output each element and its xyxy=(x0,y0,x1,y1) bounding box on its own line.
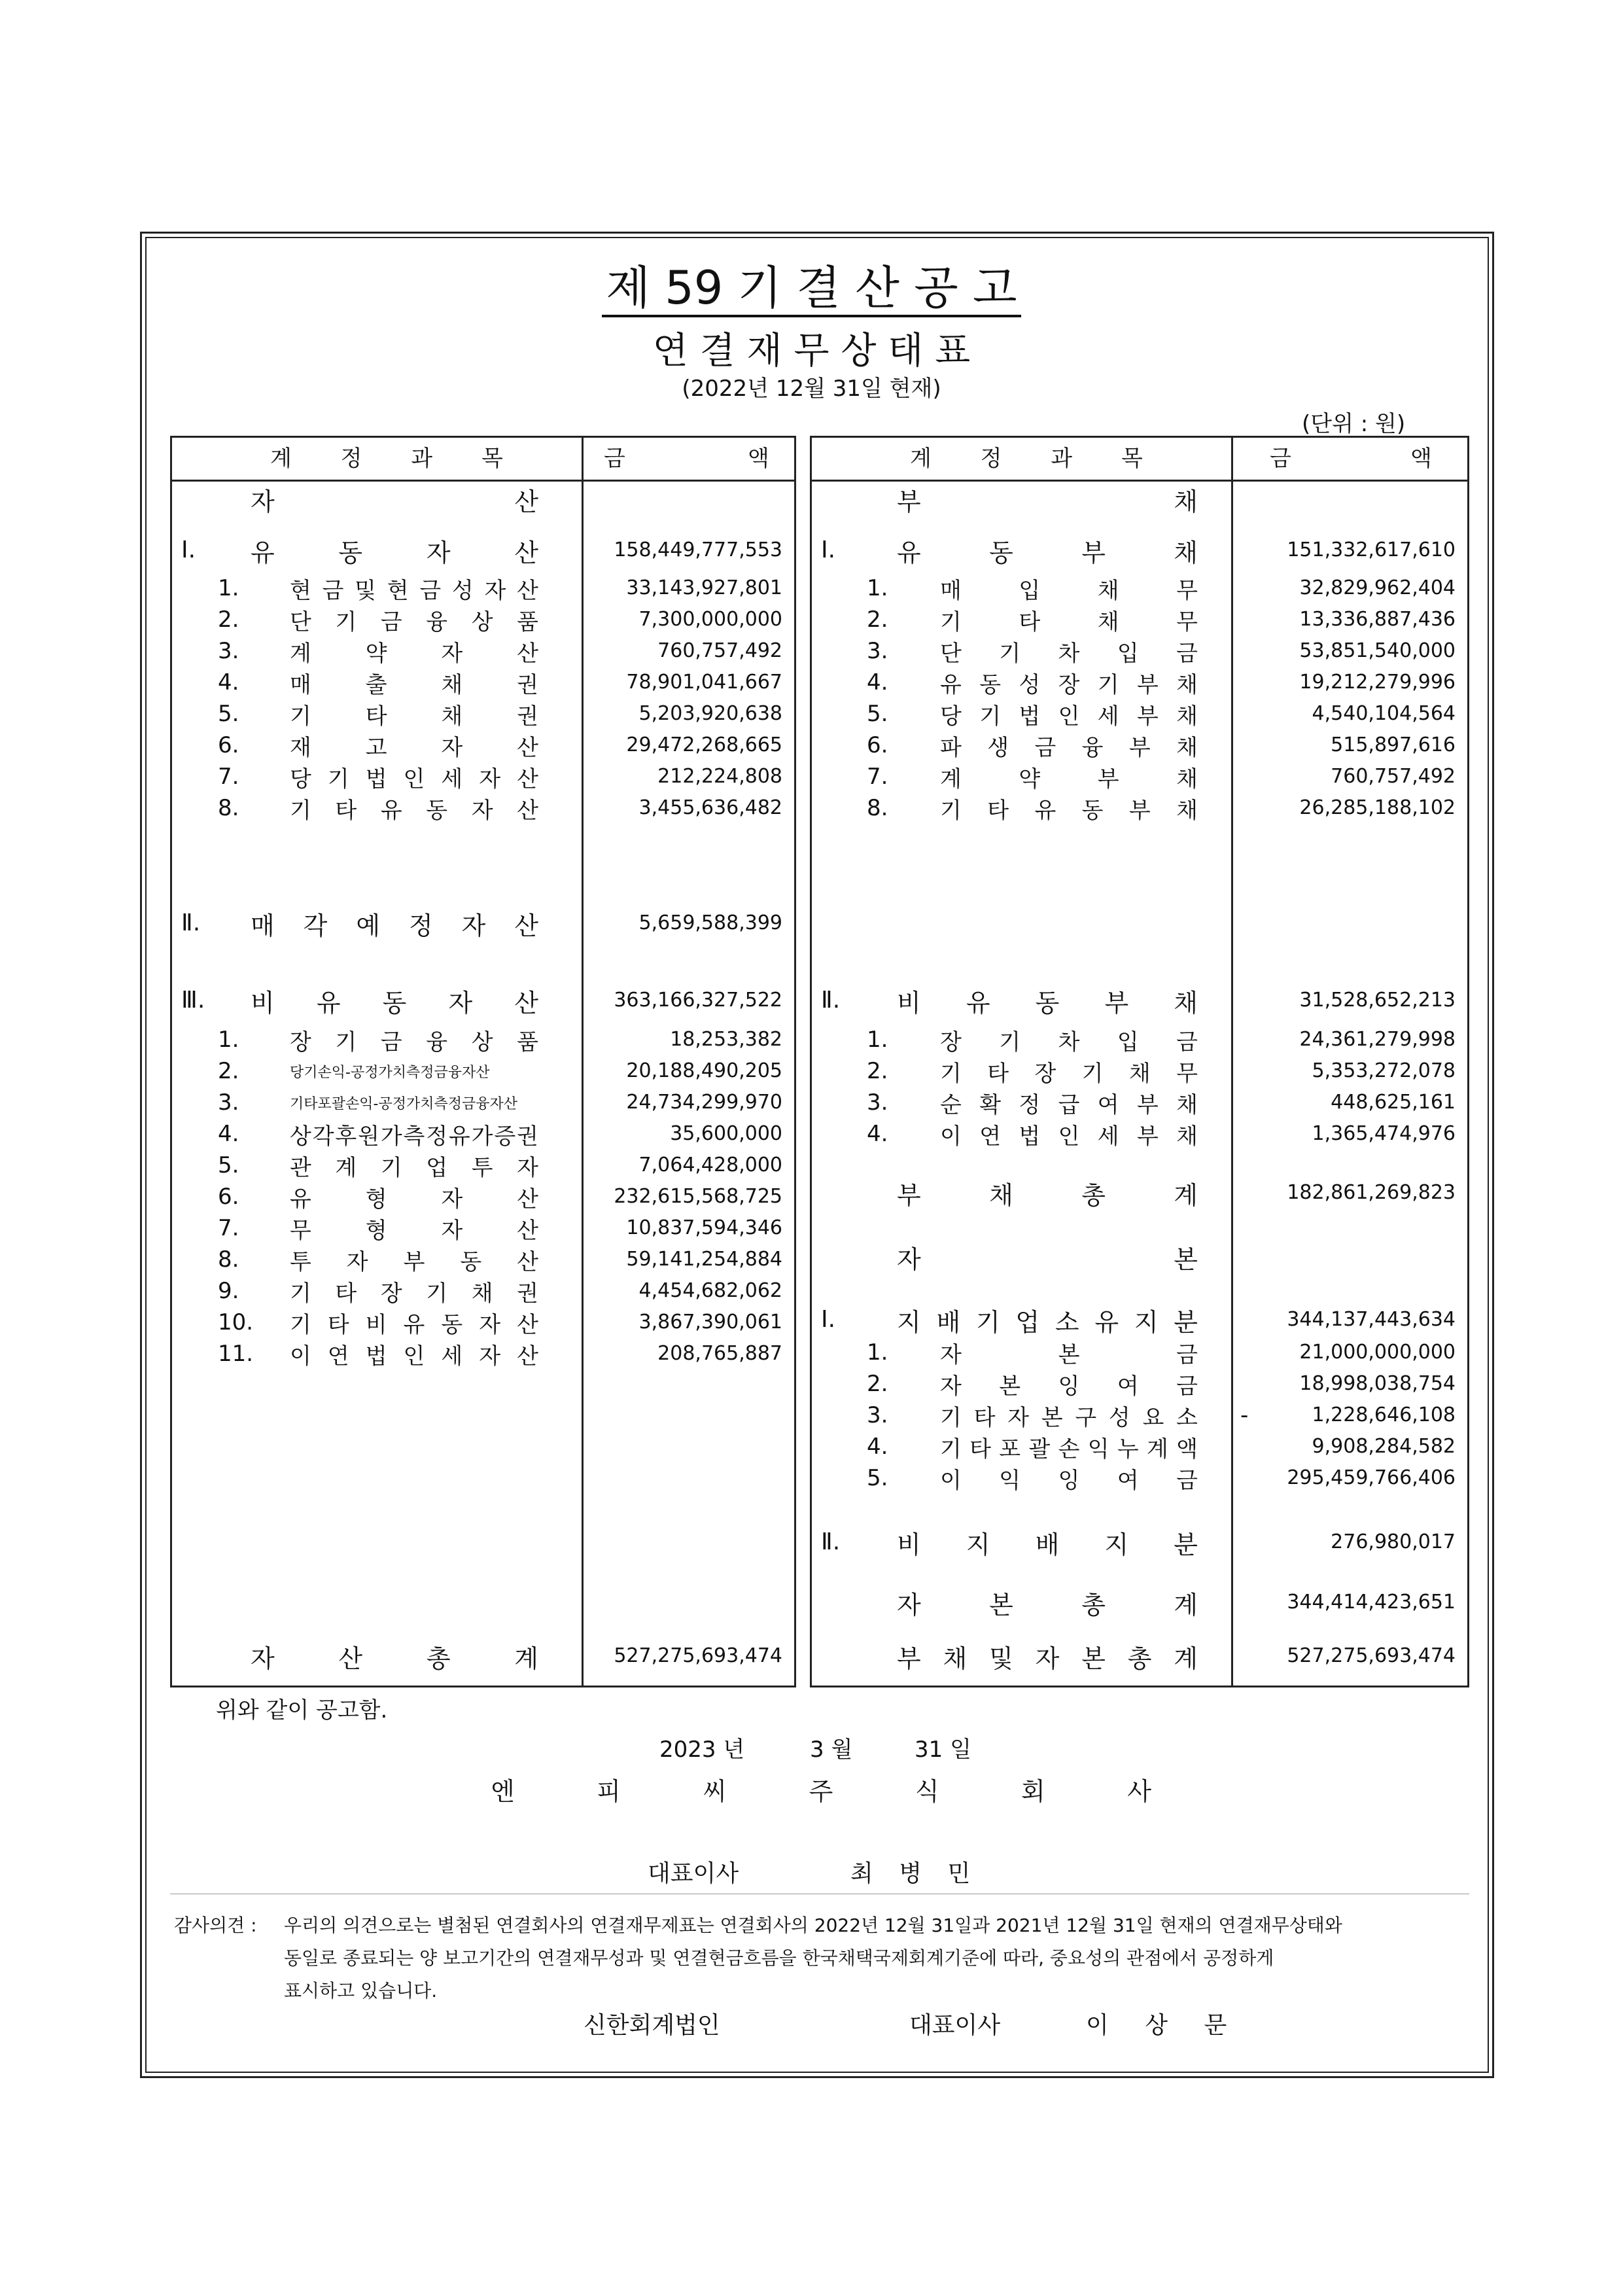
row-label: 자 본 금 xyxy=(940,1341,1198,1368)
row-label: 관 계 기 업 투 자 xyxy=(290,1154,538,1181)
row-amount: 1,228,646,108 xyxy=(1312,1404,1456,1426)
row-number: 7. xyxy=(867,764,888,790)
row-amount: 24,361,279,998 xyxy=(1299,1028,1456,1051)
row-label: 이 익 잉 여 금 xyxy=(940,1467,1198,1494)
row-amount: 151,332,617,610 xyxy=(1287,539,1456,561)
row-label: 유 동 부 채 xyxy=(897,538,1198,567)
row-amount: 35,600,000 xyxy=(670,1122,782,1145)
row-label: 유 동 성 장 기 부 채 xyxy=(940,671,1198,698)
row-amount: 208,765,887 xyxy=(657,1342,782,1365)
row-label: 매 입 채 무 xyxy=(940,577,1198,604)
row-amount: 33,143,927,801 xyxy=(626,576,782,599)
row-amount: 20,188,490,205 xyxy=(626,1059,782,1082)
row-amount: 1,365,474,976 xyxy=(1312,1122,1456,1145)
row-number: 1. xyxy=(867,575,888,601)
row-number: 7. xyxy=(218,764,239,790)
row-label: 현 금 및 현 금 성 자 산 xyxy=(290,577,538,604)
row-number: 4. xyxy=(218,1121,239,1147)
parent-equity-item xyxy=(812,1369,1467,1398)
noncurrent-liability-item xyxy=(812,1057,1467,1086)
liabilities-equity-table xyxy=(810,436,1469,1687)
current-asset-item xyxy=(172,574,794,603)
auditor-name: 신한회계법인 xyxy=(584,2012,720,2039)
row-label: 비 유 동 자 산 xyxy=(251,988,538,1017)
row-label: 부 채 총 계 xyxy=(897,1180,1198,1210)
row-number: 3. xyxy=(867,638,888,664)
row-amount: 295,459,766,406 xyxy=(1287,1466,1456,1489)
row-label: 재 고 자 산 xyxy=(290,734,538,761)
auditor-ceo-name: 이 상 문 xyxy=(1086,2012,1242,2039)
noncurrent-liability-item xyxy=(812,1088,1467,1117)
row-amount: 21,000,000,000 xyxy=(1299,1341,1456,1364)
row-amount: 29,472,268,665 xyxy=(626,733,782,756)
unit-label: (단위 : 원) xyxy=(1302,411,1406,437)
current-asset-item xyxy=(172,637,794,665)
current-liability-item xyxy=(812,699,1467,728)
row-number: 5. xyxy=(867,1465,888,1491)
liabilities-table-header xyxy=(812,438,1467,482)
row-number: 6. xyxy=(218,1184,239,1210)
row-label: 장 기 금 융 상 품 xyxy=(290,1029,538,1055)
notice-date-year: 2023 년 xyxy=(659,1737,745,1763)
current-assets-row xyxy=(172,536,794,565)
total-equity-row xyxy=(812,1588,1467,1617)
row-number: Ⅰ. xyxy=(821,537,836,563)
current-liability-item xyxy=(812,668,1467,697)
row-label: 기 타 채 권 xyxy=(290,703,538,730)
current-liability-item xyxy=(812,637,1467,665)
current-asset-item xyxy=(172,731,794,760)
ceo-name: 최 병 민 xyxy=(850,1860,980,1887)
row-number: 1. xyxy=(867,1027,888,1053)
row-amount: 59,141,254,884 xyxy=(626,1248,782,1271)
row-number: 6. xyxy=(867,732,888,758)
row-number: 2. xyxy=(867,1058,888,1084)
current-asset-item xyxy=(172,668,794,697)
row-label: 기 타 채 무 xyxy=(940,609,1198,635)
assets-table-header xyxy=(172,438,794,482)
row-amount: 4,540,104,564 xyxy=(1312,702,1456,725)
row-amount: 760,757,492 xyxy=(1331,765,1456,788)
row-number: Ⅰ. xyxy=(181,537,196,563)
current-liability-item xyxy=(812,731,1467,760)
row-number: Ⅱ. xyxy=(181,910,201,936)
row-amount: 212,224,808 xyxy=(657,765,782,788)
row-number: 10. xyxy=(218,1309,254,1335)
row-label: 기 타 장 기 채 무 xyxy=(940,1060,1198,1087)
parent-equity-row xyxy=(812,1305,1467,1337)
row-label: 기 타 유 동 부 채 xyxy=(940,797,1198,824)
noncurrent-asset-item xyxy=(172,1339,794,1368)
audit-line-1: 우리의 의견으로는 별첨된 연결회사의 연결재무제표는 연결회사의 2022년 12월 31일과 2021년 12월 31일 현재의 연결재무상태와 xyxy=(284,1915,1342,1936)
notice-date-month: 3 월 xyxy=(810,1737,853,1763)
row-number: 11. xyxy=(218,1341,254,1367)
row-amount: 13,336,887,436 xyxy=(1299,608,1456,631)
row-number: 6. xyxy=(218,732,239,758)
row-amount: 760,757,492 xyxy=(657,639,782,662)
row-amount: 18,998,038,754 xyxy=(1299,1372,1456,1395)
row-label: 당 기 법 인 세 자 산 xyxy=(290,766,538,792)
row-number: 8. xyxy=(218,1246,239,1273)
row-label: 단 기 금 융 상 품 xyxy=(290,609,538,635)
row-label: 기타포괄손익-공정가치측정금융자산 xyxy=(290,1095,517,1112)
row-amount: 9,908,284,582 xyxy=(1312,1435,1456,1458)
noncurrent-asset-item xyxy=(172,1120,794,1148)
row-amount: 7,064,428,000 xyxy=(638,1154,782,1176)
row-number: 5. xyxy=(867,701,888,727)
row-number: 2. xyxy=(867,607,888,633)
noncurrent-liabilities-row xyxy=(812,986,1467,1015)
noncurrent-liability-item xyxy=(812,1120,1467,1148)
row-number: 9. xyxy=(218,1278,239,1304)
row-amount: 232,615,568,725 xyxy=(614,1185,782,1208)
row-amount: 448,625,161 xyxy=(1331,1091,1456,1114)
row-label: 계 약 부 채 xyxy=(940,766,1198,792)
row-label: 자 산 총 계 xyxy=(251,1644,538,1673)
row-label: 지 배 기 업 소 유 지 분 xyxy=(897,1307,1198,1337)
noncurrent-asset-item xyxy=(172,1308,794,1337)
parent-equity-item xyxy=(812,1401,1467,1430)
audit-label: 감사의견 : xyxy=(174,1915,257,1936)
header-amount-a: 금 xyxy=(1270,446,1291,472)
row-amount: 515,897,616 xyxy=(1331,733,1456,756)
noncurrent-asset-item xyxy=(172,1088,794,1117)
row-number: 2. xyxy=(218,607,239,633)
row-number: 3. xyxy=(218,638,239,664)
row-label: 당기손익-공정가치측정금융자산 xyxy=(290,1064,490,1081)
row-label: 매 각 예 정 자 산 xyxy=(251,911,538,940)
row-amount: 363,166,327,522 xyxy=(614,989,782,1012)
header-amount-b: 액 xyxy=(748,446,769,472)
row-number: 4. xyxy=(867,1434,888,1460)
row-number: 8. xyxy=(218,795,239,821)
noncurrent-asset-item xyxy=(172,1182,794,1211)
row-label: 계 약 자 산 xyxy=(290,640,538,667)
header-amount-b: 액 xyxy=(1410,446,1432,472)
row-number: 2. xyxy=(867,1371,888,1397)
row-amount: 5,353,272,078 xyxy=(1312,1059,1456,1082)
row-amount: 527,275,693,474 xyxy=(614,1644,782,1667)
row-number: 4. xyxy=(218,669,239,696)
total-liabilities-row xyxy=(812,1178,1467,1210)
noncurrent-liability-item xyxy=(812,1025,1467,1054)
row-label: 파 생 금 융 부 채 xyxy=(940,734,1198,761)
row-number: 5. xyxy=(218,1152,239,1178)
auditor-ceo-title: 대표이사 xyxy=(909,2012,1001,2039)
statement-title: 연 결 재 무 상 태 표 xyxy=(652,330,971,372)
row-label: 비 유 동 부 채 xyxy=(897,988,1198,1017)
row-amount: 276,980,017 xyxy=(1331,1530,1456,1553)
row-number: 3. xyxy=(218,1089,239,1116)
current-asset-item xyxy=(172,699,794,728)
row-amount: 3,455,636,482 xyxy=(638,796,782,819)
row-label: 단 기 차 입 금 xyxy=(940,640,1198,667)
row-amount: 7,300,000,000 xyxy=(638,608,782,631)
row-number: Ⅰ. xyxy=(821,1306,836,1333)
noncurrent-asset-item xyxy=(172,1245,794,1274)
row-amount: 5,203,920,638 xyxy=(638,702,782,725)
row-amount: 53,851,540,000 xyxy=(1299,639,1456,662)
row-amount: 3,867,390,061 xyxy=(638,1311,782,1333)
noncurrent-asset-item xyxy=(172,1214,794,1243)
notice-title: 제 59 기 결 산 공 고 xyxy=(0,256,1623,319)
audit-line-2: 동일로 종료되는 양 보고기간의 연결재무성과 및 연결현금흐름을 한국채택국제회계기준에 따라, 중요성의 관점에서 공정하게 xyxy=(284,1947,1274,1969)
row-label: 자 산 xyxy=(251,487,538,516)
row-amount: 19,212,279,996 xyxy=(1299,671,1456,694)
row-amount: 18,253,382 xyxy=(670,1028,782,1051)
current-asset-item xyxy=(172,605,794,634)
row-label: 자 본 xyxy=(897,1245,1198,1274)
current-asset-item xyxy=(172,794,794,822)
current-liabilities-row xyxy=(812,536,1467,565)
row-label: 기 타 장 기 채 권 xyxy=(290,1280,538,1307)
parent-equity-item xyxy=(812,1464,1467,1492)
row-amount: 32,829,962,404 xyxy=(1299,576,1456,599)
current-liability-item xyxy=(812,762,1467,791)
noncurrent-asset-item xyxy=(172,1057,794,1086)
notice-text: 위와 같이 공고함. xyxy=(216,1697,388,1723)
noncurrent-assets-row xyxy=(172,986,794,1015)
row-label: 부 채 xyxy=(897,487,1198,516)
current-liability-item xyxy=(812,574,1467,603)
current-liability-item xyxy=(812,605,1467,634)
row-label: 이 연 법 인 세 자 산 xyxy=(290,1343,538,1369)
total-liabilities-equity-row xyxy=(812,1642,1467,1673)
statement-date: (2022년 12월 31일 현재) xyxy=(682,376,941,402)
noncurrent-asset-item xyxy=(172,1151,794,1180)
current-asset-item xyxy=(172,762,794,791)
row-amount: 26,285,188,102 xyxy=(1299,796,1456,819)
row-label: 이 연 법 인 세 부 채 xyxy=(940,1123,1198,1150)
parent-equity-item xyxy=(812,1432,1467,1461)
row-amount: 344,414,423,651 xyxy=(1287,1591,1456,1614)
row-label: 기 타 유 동 자 산 xyxy=(290,797,538,824)
header-account: 계 정 과 목 xyxy=(910,446,1164,472)
row-number: Ⅲ. xyxy=(181,987,205,1014)
row-amount: 182,861,269,823 xyxy=(1287,1181,1456,1204)
row-label: 유 형 자 산 xyxy=(290,1186,538,1212)
section-liabilities xyxy=(812,485,1467,514)
row-label: 무 형 자 산 xyxy=(290,1217,538,1244)
row-number: 1. xyxy=(867,1339,888,1366)
noncurrent-asset-item xyxy=(172,1277,794,1305)
row-number: 8. xyxy=(867,795,888,821)
row-number: 2. xyxy=(218,1058,239,1084)
assets-table xyxy=(170,436,796,1687)
row-label: 상 각 후 원 가 측 정 유 가 증 권 xyxy=(290,1123,538,1150)
row-label: 당 기 법 인 세 부 채 xyxy=(940,703,1198,730)
audit-line-3: 표시하고 있습니다. xyxy=(284,1980,438,2002)
row-number: 3. xyxy=(867,1402,888,1428)
negative-sign: - xyxy=(1240,1402,1249,1428)
held-for-sale-row xyxy=(172,909,794,938)
header-amount-a: 금 xyxy=(604,446,625,472)
row-amount: 4,454,682,062 xyxy=(638,1279,782,1302)
row-label: 투 자 부 동 산 xyxy=(290,1248,538,1275)
row-number: 4. xyxy=(867,669,888,696)
row-number: 5. xyxy=(218,701,239,727)
row-amount: 5,659,588,399 xyxy=(638,911,782,934)
ceo-title: 대표이사 xyxy=(648,1860,739,1887)
row-amount: 31,528,652,213 xyxy=(1299,989,1456,1012)
row-label: 기 타 포 괄 손 익 누 계 액 xyxy=(940,1436,1198,1462)
noncurrent-asset-item xyxy=(172,1025,794,1054)
parent-equity-item xyxy=(812,1338,1467,1367)
nci-row xyxy=(812,1528,1467,1557)
row-number: 7. xyxy=(218,1215,239,1241)
row-label: 기 타 비 유 동 자 산 xyxy=(290,1311,538,1338)
row-amount: 10,837,594,346 xyxy=(626,1216,782,1239)
row-amount: 78,901,041,667 xyxy=(626,671,782,694)
row-label: 부 채 및 자 본 총 계 xyxy=(897,1644,1198,1673)
row-label: 장 기 차 입 금 xyxy=(940,1029,1198,1055)
row-number: 1. xyxy=(218,1027,239,1053)
section-assets xyxy=(172,485,794,514)
row-label: 기 타 자 본 구 성 요 소 xyxy=(940,1404,1198,1431)
row-label: 비 지 배 지 분 xyxy=(897,1530,1198,1559)
row-number: Ⅱ. xyxy=(821,987,841,1014)
row-label: 자 본 잉 여 금 xyxy=(940,1373,1198,1400)
row-amount: 158,449,777,553 xyxy=(614,539,782,561)
current-liability-item xyxy=(812,794,1467,822)
row-number: 4. xyxy=(867,1121,888,1147)
row-number: Ⅱ. xyxy=(821,1528,841,1555)
row-amount: 527,275,693,474 xyxy=(1287,1644,1456,1667)
total-assets-row xyxy=(172,1642,794,1673)
row-label: 매 출 채 권 xyxy=(290,671,538,698)
notice-date-day: 31 일 xyxy=(915,1737,971,1763)
section-equity xyxy=(812,1243,1467,1274)
row-amount: 24,734,299,970 xyxy=(626,1091,782,1114)
company-name: 엔 피 씨 주 식 회 사 xyxy=(491,1777,1151,1806)
row-amount: 344,137,443,634 xyxy=(1287,1308,1456,1331)
header-account: 계 정 과 목 xyxy=(270,446,524,472)
row-number: 3. xyxy=(867,1089,888,1116)
row-label: 순 확 정 급 여 부 채 xyxy=(940,1091,1198,1118)
row-label: 유 동 자 산 xyxy=(251,538,538,567)
row-label: 자 본 총 계 xyxy=(897,1590,1198,1619)
row-number: 1. xyxy=(218,575,239,601)
